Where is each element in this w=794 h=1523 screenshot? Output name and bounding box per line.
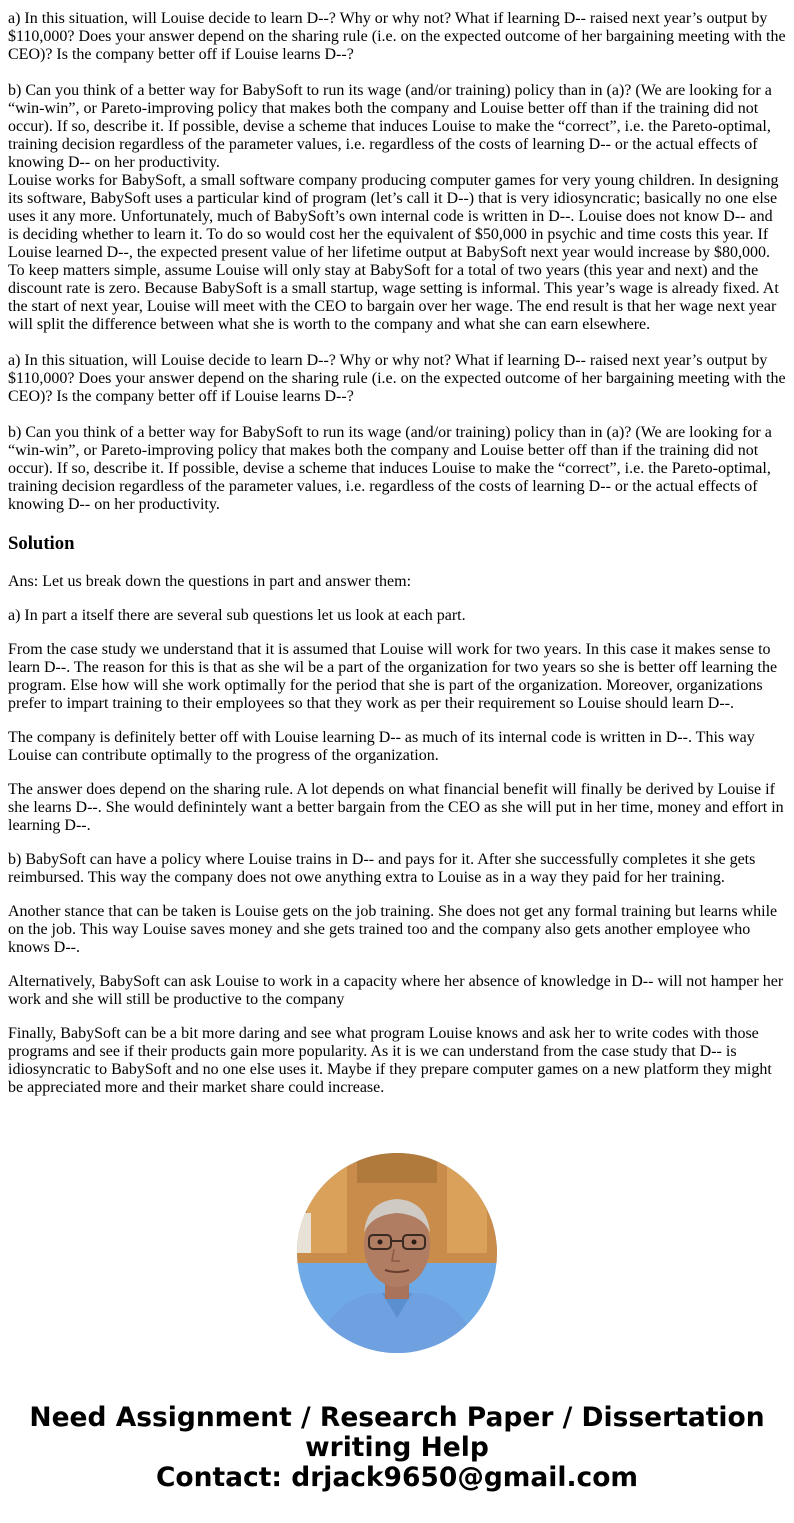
question-block-2 [8,172,786,514]
question-block-1 [8,0,786,172]
solution-paragraph: Finally, BabySoft can be a bit more daring and see what program Louise knows and ask her to write codes with those programs and see if their products gain more popularity. As it is we can understand from the case study that D-- is idiosyncratic to BabySoft and no one else uses it. Maybe if they prepare computer games on a new platform they might be appreciated more and their market share could increase. [8,1025,772,1096]
solution-paragraph: From the case study we understand that it is assumed that Louise will work for two years. In this case it makes sense to learn D--. The reason for this is that as she wil be a part of the organization for two years so she is better off learning the program. Else how will she work optimally for the period that she is part of the organization. Moreover, organizations prefer to impart training to their employees so that they work as per their requirement so Louise should learn D--. [8,641,778,712]
solution-paragraph: The answer does depend on the sharing rule. A lot depends on what financial benefit will finally be derived by Louise if she learns D--. She would definintely want a better bargain from the CEO as she will put in her time, money and effort in learning D--. [8,781,784,834]
solution-paragraph: b) BabySoft can have a policy where Louise trains in D-- and pays for it. After she successfully completes it she gets reimbursed. This way the company does not owe anything extra to Louise as in a way they paid for her training. [8,851,756,886]
solution-paragraph: The company is definitely better off with Louise learning D-- as much of its internal code is written in D--. This way Louise can contribute optimally to the progress of the organization. [8,729,755,764]
solution-body [8,573,786,1097]
author-avatar [297,1153,497,1353]
question-part-a: a) In this situation, will Louise decide to learn D--? Why or why not? What if learning D-- raised next year’s output by $110,000? Does your answer depend on the sharing rule (i.e. on the expected outcome of her bargaining meeting with the CEO)? Is the company better off if Louise learns D--? [8,10,786,63]
question-part-a: a) In this situation, will Louise decide to learn D--? Why or why not? What if learning D-- raised next year’s output by $110,000? Does your answer depend on the sharing rule (i.e. on the expected outcome of her bargaining meeting with the CEO)? Is the company better off if Louise learns D--? [8,352,786,405]
promo-banner [0,1403,794,1493]
article-content [8,0,786,1113]
promo-line: Need Assignment / Research Paper / Dissertation [29,1402,765,1433]
question-intro: Louise works for BabySoft, a small software company producing computer games for very young children. In designing its software, BabySoft uses a particular kind of program (let’s call it D--) that is very idiosyncratic; basically no one else uses it any more. Unfortunately, much of BabySoft’s own internal code is written in D--. Louise does not know D-- and is deciding whether to learn it. To do so would cost her the equivalent of $50,000 in psychic and time costs this year. If Louise learned D--, the expected present value of her lifetime output at BabySoft next year would increase by $80,000. To keep matters simple, assume Louise will only stay at BabySoft for a total of two years (this year and next) and the discount rate is zero. Because BabySoft is a small startup, wage setting is informal. This year’s wage is already fixed. At the start of next year, Louise will meet with the CEO to bargain over her wage. The end result is that her wage next year will split the difference between what she is worth to the company and what she can earn elsewhere. [8,172,779,333]
person-photo-icon [297,1153,497,1353]
question-part-b: b) Can you think of a better way for BabySoft to run its wage (and/or training) policy than in (a)? (We are looking for a “win-win”, or Pareto-improving policy that makes both the company and Louise better off than if the training did not occur). If so, describe it. If possible, devise a scheme that induces Louise to make the “correct”, i.e. the Pareto-optimal, training decision regardless of the parameter values, i.e. regardless of the costs of learning D-- or the actual effects of knowing D-- on her productivity. [8,424,772,513]
promo-line: writing Help [305,1432,489,1463]
question-part-b: b) Can you think of a better way for BabySoft to run its wage (and/or training) policy than in (a)? (We are looking for a “win-win”, or Pareto-improving policy that makes both the company and Louise better off than if the training did not occur). If so, describe it. If possible, devise a scheme that induces Louise to make the “correct”, i.e. the Pareto-optimal, training decision regardless of the parameter values, i.e. regardless of the costs of learning D-- or the actual effects of knowing D-- on her productivity. [8,82,772,171]
solution-paragraph: a) In part a itself there are several sub questions let us look at each part. [8,607,466,624]
solution-paragraph: Another stance that can be taken is Louise gets on the job training. She does not get any formal training but learns while on the job. This way Louise saves money and she gets trained too and the company also gets another employee who knows D--. [8,903,778,956]
promo-contact: Contact: drjack9650@gmail.com [155,1462,639,1493]
solution-paragraph: Ans: Let us break down the questions in part and answer them: [8,573,412,590]
solution-paragraph: Alternatively, BabySoft can ask Louise to work in a capacity where her absence of knowledge in D-- will not hamper her work and she will still be productive to the company [8,973,784,1008]
solution-heading: Solution [8,533,75,554]
